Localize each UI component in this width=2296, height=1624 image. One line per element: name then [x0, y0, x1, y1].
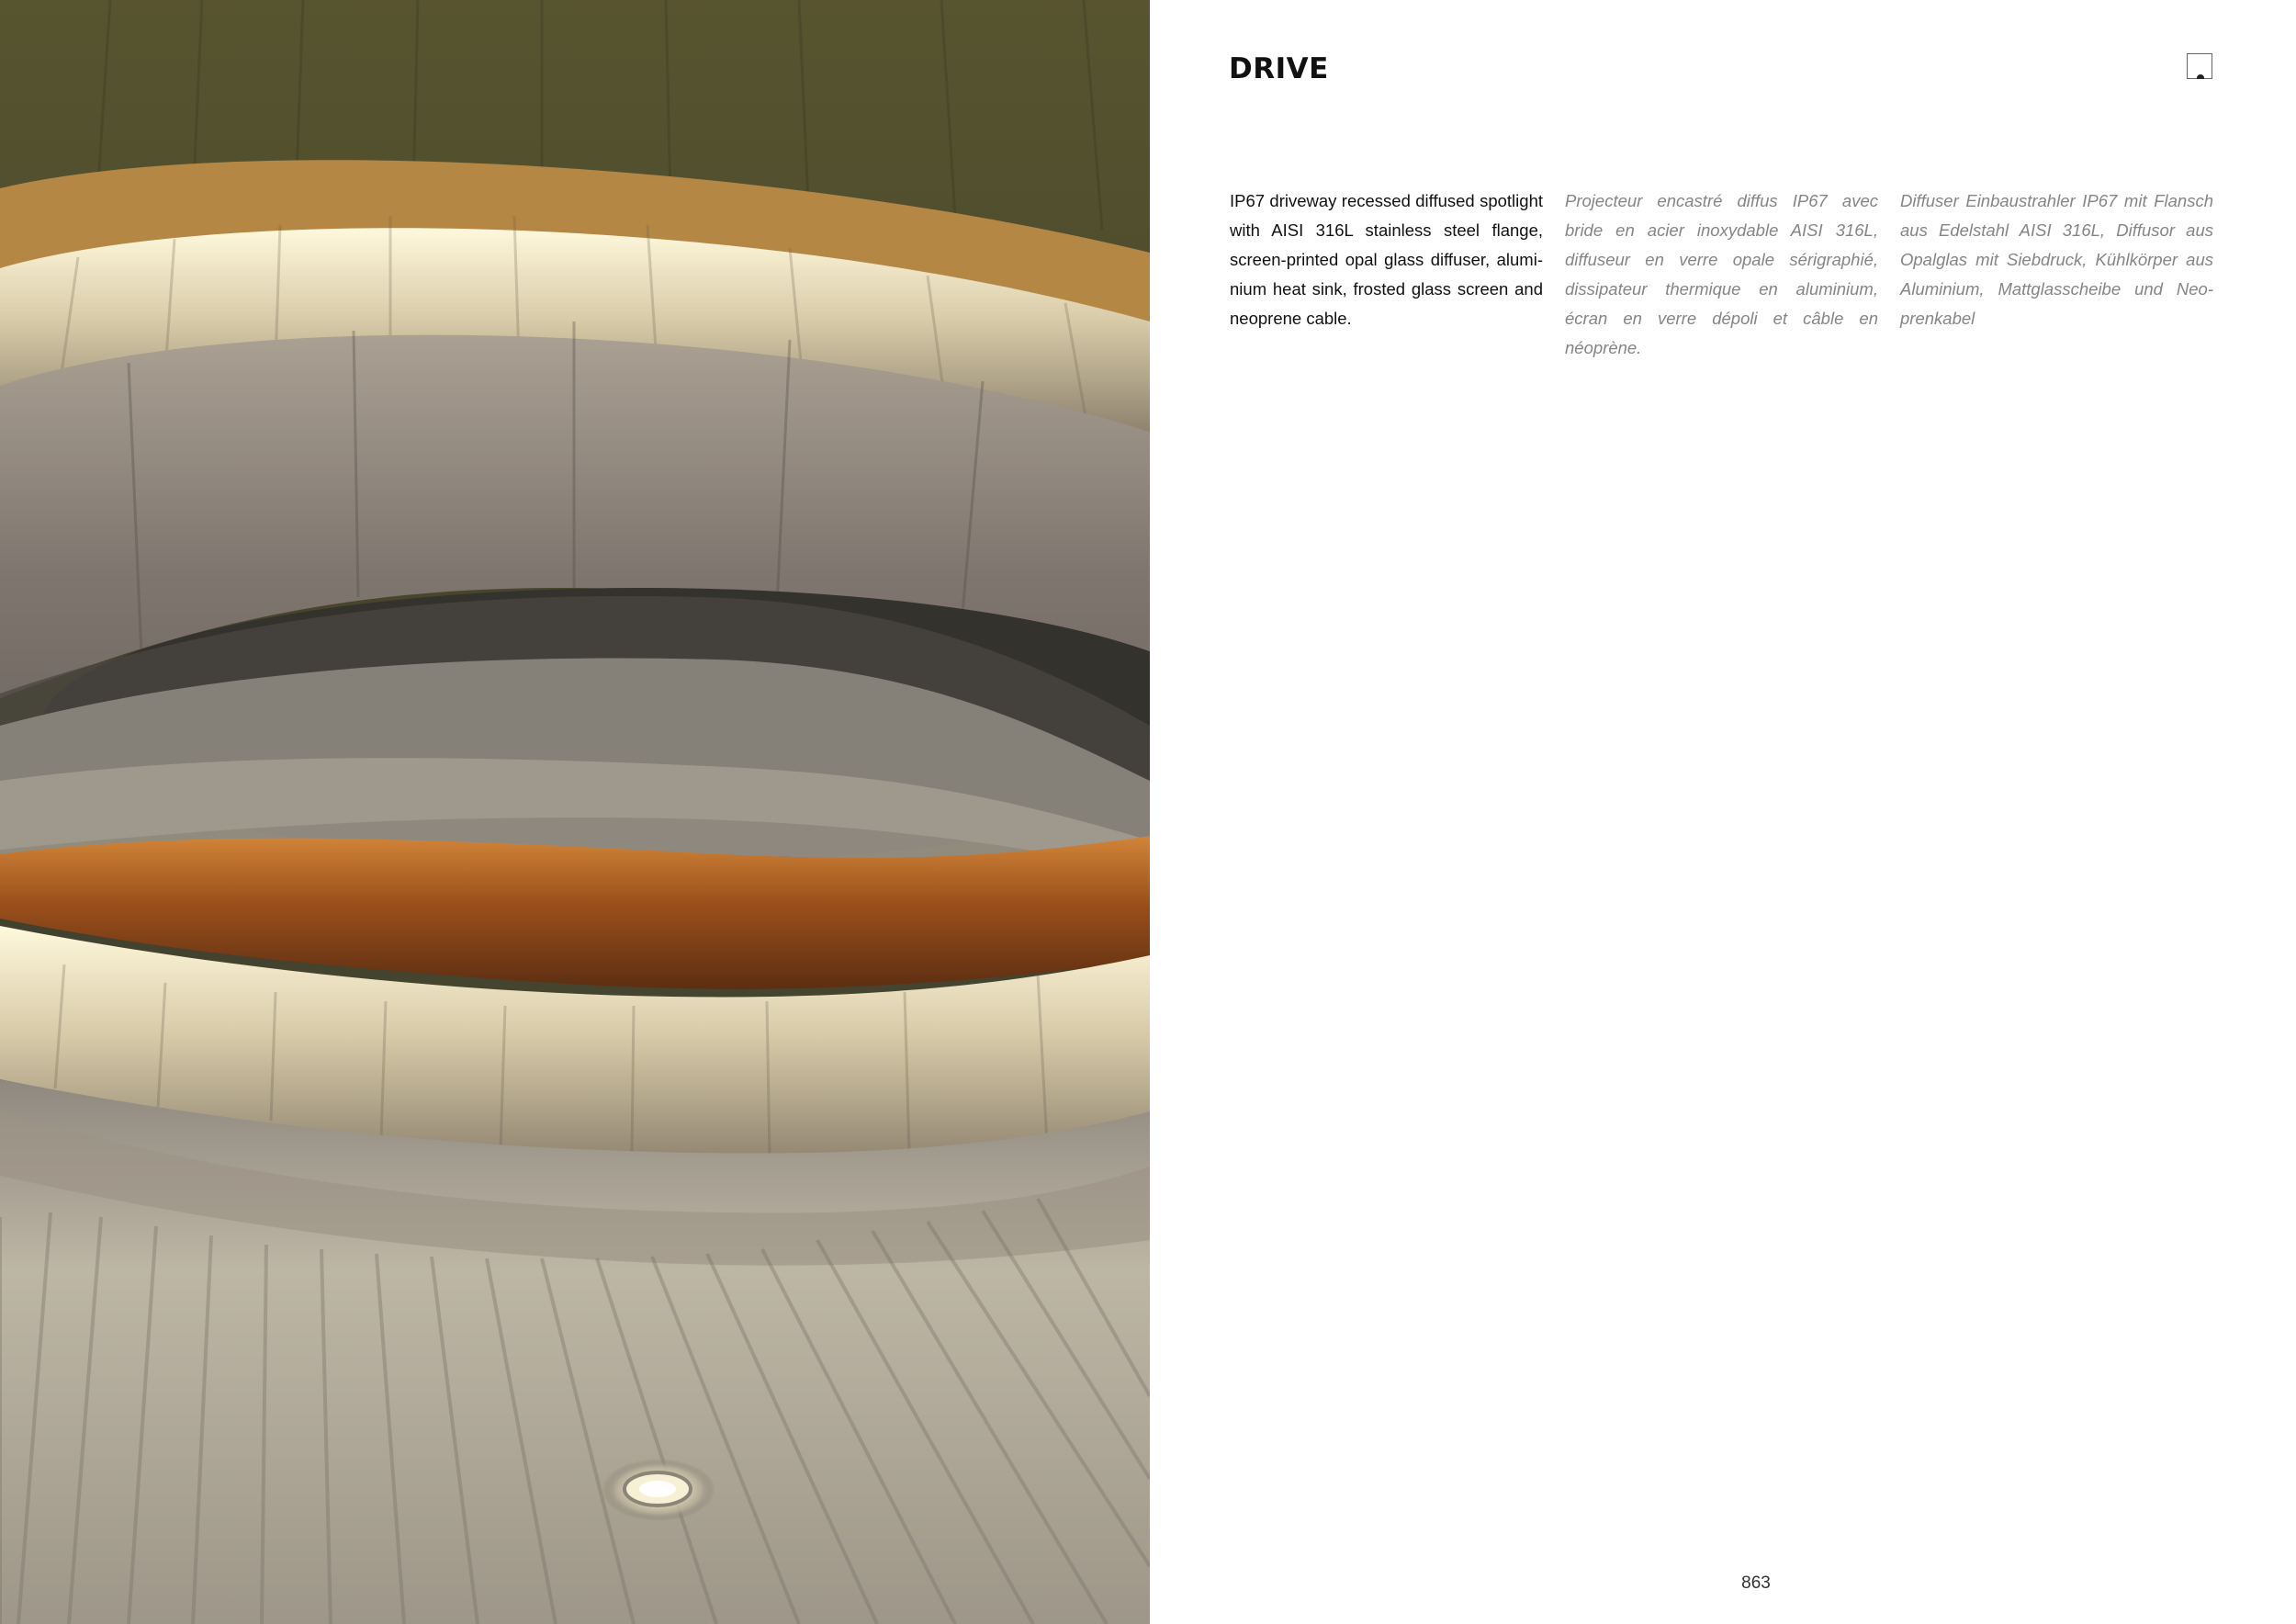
french-description: Projecteur encastré diffus IP67 avec bride en acier inoxydable AISI 316L, diffuseur en verre opale sérigraphié, dissipateur thermique en aluminium, écran en verre dépoli et câble en néoprène.: [1565, 191, 1878, 357]
product-information-panel: [1150, 0, 2296, 1624]
page-number: 863: [1741, 1573, 1771, 1593]
english-description: IP67 driveway recessed diffused spotlight with AISI 316L stainless steel flange, screen-printed opal glass diffuser, aluminium heat sink, frosted glass screen and neoprene cable.: [1230, 191, 1543, 328]
spotlight-lens: [639, 1481, 676, 1497]
multilingual-description-row: [1230, 186, 2214, 363]
german-description: Diffuser Einbaustrahler IP67 mit Flansch aus Edelstahl AISI 316L, Diffusor aus Opalglas mit Siebdruck, Kühlkörper aus Aluminium, Mattglasscheibe und Neoprenkabel: [1900, 191, 2213, 328]
square-lamp-icon: [2187, 53, 2212, 79]
product-title: DRIVE: [1229, 52, 1329, 85]
